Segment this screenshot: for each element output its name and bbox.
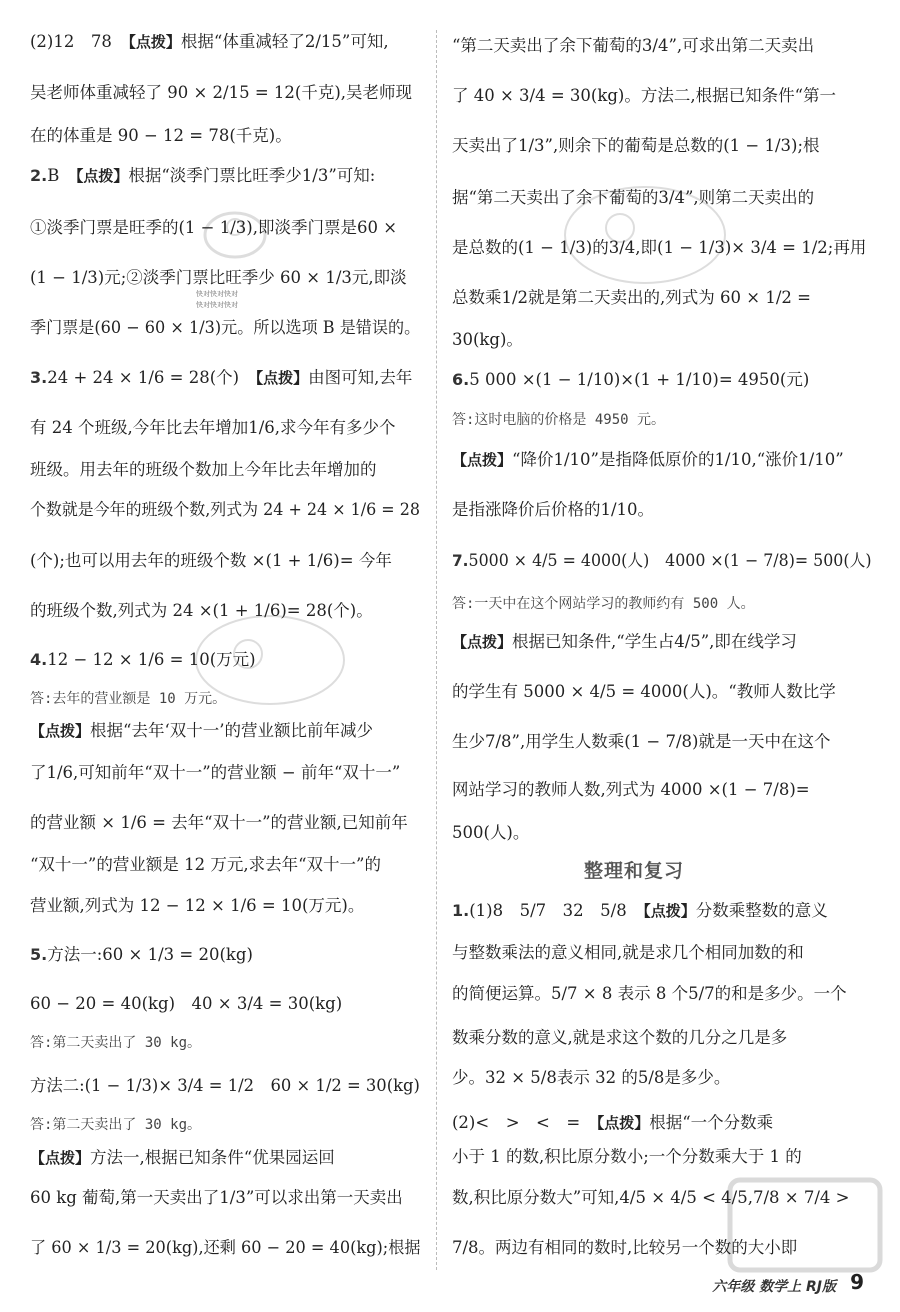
explanation-text: 分数乘整数的意义	[695, 901, 828, 920]
explanation-text: 吴老师体重减轻了 90 × 2/15 = 12(千克),吴老师现	[30, 83, 413, 102]
hint-label: 【点拨】	[30, 1149, 91, 1167]
hint-label: 【点拨】	[596, 1114, 650, 1132]
hint-label: 【点拨】	[255, 369, 309, 387]
hint-label: 【点拨】	[452, 633, 513, 651]
answer-text: 5 000 ×(1 − 1/10)×(1 + 1/10)= 4950(元)	[469, 370, 810, 389]
text-line	[30, 168, 375, 185]
answer-text: (1)8 5/7 32 5/8	[469, 901, 644, 920]
explanation-text: 营业额,列式为 12 − 12 × 1/6 = 10(万元)。	[30, 896, 365, 915]
answer-text: 方法一:60 × 1/3 = 20(kg)	[47, 945, 253, 964]
explanation-text: “降价1/10”是指降低原价的1/10,“涨价1/10”	[512, 450, 844, 469]
text-line	[30, 270, 407, 287]
text-line	[452, 734, 830, 751]
text-line	[452, 88, 836, 105]
explanation-text: 根据“去年‘双十一’的营业额比前年减少	[90, 721, 373, 740]
watermark-logo-icon	[195, 205, 275, 265]
explanation-text: 有 24 个班级,今年比去年增加1/6,求今年有多少个	[30, 418, 396, 437]
text-line	[30, 947, 253, 964]
explanation-text: 数,积比原分数大”可知,4/5 × 4/5 < 4/5,7/8 × 7/4 >	[452, 1188, 850, 1207]
text-line	[452, 332, 523, 349]
explanation-text: 了 40 × 3/4 = 30(kg)。方法二,根据已知条件“第一	[452, 86, 837, 105]
text-line	[452, 1070, 730, 1087]
text-line	[30, 815, 408, 832]
text-line	[30, 462, 377, 479]
text-line	[30, 1190, 403, 1207]
explanation-text: 答:第二天卖出了 30 kg。	[30, 1117, 202, 1133]
text-line	[452, 825, 529, 842]
explanation-text: 500(人)。	[452, 823, 530, 842]
text-line	[30, 34, 389, 51]
text-line	[452, 502, 654, 519]
explanation-text: 答:去年的营业额是 10 万元。	[30, 691, 227, 707]
text-line	[30, 1036, 201, 1050]
text-line	[30, 320, 420, 337]
text-line	[452, 138, 820, 155]
text-line	[30, 553, 392, 570]
question-number: 4.	[30, 650, 48, 669]
text-line	[452, 634, 797, 651]
text-line	[30, 1078, 420, 1095]
answer-text: (2)< > < =	[452, 1113, 597, 1132]
text-line	[30, 370, 412, 387]
explanation-text: ①淡季门票是旺季的(1 − 1/3),即淡季门票是60 ×	[30, 218, 398, 237]
explanation-text: 总数乘1/2就是第二天卖出的,列式为 60 × 1/2 =	[452, 288, 811, 307]
text-line	[30, 502, 420, 519]
explanation-text: 30(kg)。	[452, 330, 523, 349]
explanation-text: 根据“淡季门票比旺季少1/3”可知:	[128, 166, 376, 185]
text-line	[452, 597, 755, 611]
watermark-stamp-icon	[560, 180, 730, 290]
answer-text: 方法二:(1 − 1/3)× 3/4 = 1/2 60 × 1/2 = 30(kg)	[30, 1076, 420, 1095]
explanation-text: 方法一,根据已知条件“优果园运回	[90, 1148, 335, 1167]
hint-label: 【点拨】	[643, 902, 696, 920]
question-number: 3.	[30, 368, 48, 387]
answer-text: 60 − 20 = 40(kg) 40 × 3/4 = 30(kg)	[30, 994, 343, 1013]
explanation-text: 根据“一个分数乘	[649, 1113, 774, 1132]
text-line	[452, 782, 810, 799]
text-line	[452, 684, 836, 701]
explanation-text: 根据“体重减轻了2/15”可知,	[180, 32, 389, 51]
explanation-text: 与整数乘法的意义相同,就是求几个相同加数的和	[452, 943, 804, 962]
explanation-text: 是总数的(1 − 1/3)的3/4,即(1 − 1/3)× 3/4 = 1/2;再用	[452, 238, 867, 257]
explanation-text: 7/8。两边有相同的数时,比较另一个数的大小即	[452, 1238, 798, 1257]
explanation-text: 了1/6,可知前年“双十一”的营业额 − 前年“双十一”	[30, 763, 401, 782]
question-number: 1.	[452, 901, 470, 920]
watermark-text-1: 快对快对快对	[196, 290, 238, 298]
text-line	[452, 945, 804, 962]
hint-label: 【点拨】	[30, 722, 91, 740]
answer-text: 24 + 24 × 1/6 = 28(个)	[47, 368, 256, 387]
explanation-text: 答:一天中在这个网站学习的教师约有 500 人。	[452, 596, 755, 612]
explanation-text: 在的体重是 90 − 12 = 78(千克)。	[30, 126, 292, 145]
explanation-text: 据“第二天卖出了余下葡萄的3/4”,则第二天卖出的	[452, 188, 815, 207]
question-number: 2.	[30, 166, 48, 185]
explanation-text: 由图可知,去年	[308, 368, 413, 387]
explanation-text: 的营业额 × 1/6 = 去年“双十一”的营业额,已知前年	[30, 813, 408, 832]
watermark-stamp-icon	[190, 610, 350, 710]
explanation-text: 少。32 × 5/8表示 32 的5/8是多少。	[452, 1068, 731, 1087]
explanation-text: 了 60 × 1/3 = 20(kg),还剩 60 − 20 = 40(kg);根据	[30, 1238, 421, 1257]
explanation-text: 个数就是今年的班级个数,列式为 24 + 24 × 1/6 = 28	[30, 500, 420, 519]
answer-text: 12 − 12 × 1/6 = 10(万元)	[47, 650, 256, 669]
hint-label: 【点拨】	[452, 451, 513, 469]
page-footer-label: 六年级 数学上 RJ版	[712, 1279, 836, 1295]
explanation-text: 季门票是(60 − 60 × 1/3)元。所以选项 B 是错误的。	[30, 318, 421, 337]
text-line	[452, 372, 809, 389]
explanation-text: “双十一”的营业额是 12 万元,求去年“双十一”的	[30, 855, 381, 874]
text-line	[30, 898, 364, 915]
text-line	[30, 723, 373, 740]
text-line	[30, 996, 342, 1013]
explanation-text: “第二天卖出了余下葡萄的3/4”,可求出第二天卖出	[452, 36, 815, 55]
question-number: 6.	[452, 370, 470, 389]
explanation-text: 小于 1 的数,积比原分数小;一个分数乘大于 1 的	[452, 1147, 802, 1166]
text-line	[30, 1118, 201, 1132]
column-divider	[436, 30, 437, 1270]
watermark-text-2: 快对快对快对	[196, 301, 238, 309]
explanation-text: 班级。用去年的班级个数加上今年比去年增加的	[30, 460, 377, 479]
explanation-text: 的简便运算。5/7 × 8 表示 8 个5/7的和是多少。一个	[452, 984, 847, 1003]
text-line	[452, 553, 872, 570]
answer-text: 5000 × 4/5 = 4000(人) 4000 ×(1 − 7/8)= 500(人)	[468, 551, 872, 570]
text-line	[452, 1115, 773, 1132]
text-line	[30, 420, 396, 437]
explanation-text: 数乘分数的意义,就是求这个数的几分之几是多	[452, 1028, 788, 1047]
explanation-text: 根据已知条件,“学生占4/5”,即在线学习	[512, 632, 797, 651]
text-line	[30, 128, 292, 145]
text-line	[30, 85, 412, 102]
explanation-text: 的学生有 5000 × 4/5 = 4000(人)。“教师人数比学	[452, 682, 836, 701]
text-line	[452, 452, 844, 469]
explanation-text: (个);也可以用去年的班级个数 ×(1 + 1/6)= 今年	[30, 551, 392, 570]
text-line	[452, 413, 665, 427]
explanation-text: 答:第二天卖出了 30 kg。	[30, 1035, 202, 1051]
watermark-brand-logo-icon	[720, 1160, 890, 1290]
hint-label: 【点拨】	[128, 33, 181, 51]
question-number: 5.	[30, 945, 48, 964]
text-line	[452, 1030, 787, 1047]
text-line	[452, 290, 811, 307]
answer-text: (2)12 78	[30, 32, 129, 51]
answer-text: B	[47, 166, 76, 185]
section-heading: 整理和复习	[584, 860, 685, 882]
text-line	[452, 903, 828, 920]
explanation-text: 生少7/8”,用学生人数乘(1 − 7/8)就是一天中在这个	[452, 732, 831, 751]
text-line	[452, 38, 814, 55]
explanation-text: (1 − 1/3)元;②淡季门票比旺季少 60 × 1/3元,即淡	[30, 268, 407, 287]
text-line	[30, 857, 381, 874]
text-line	[30, 765, 400, 782]
explanation-text: 60 kg 葡萄,第一天卖出了1/3”可以求出第一天卖出	[30, 1188, 403, 1207]
explanation-text: 答:这时电脑的价格是 4950 元。	[452, 412, 666, 428]
explanation-text: 是指涨降价后价格的1/10。	[452, 500, 655, 519]
text-line	[452, 986, 847, 1003]
explanation-text: 网站学习的教师人数,列式为 4000 ×(1 − 7/8)=	[452, 780, 810, 799]
question-number: 7.	[452, 551, 469, 570]
text-line	[30, 1240, 420, 1257]
explanation-text: 的班级个数,列式为 24 ×(1 + 1/6)= 28(个)。	[30, 601, 373, 620]
text-line	[30, 1150, 335, 1167]
hint-label: 【点拨】	[75, 167, 129, 185]
page-number: 9	[850, 1270, 864, 1294]
explanation-text: 天卖出了1/3”,则余下的葡萄是总数的(1 − 1/3);根	[452, 136, 820, 155]
